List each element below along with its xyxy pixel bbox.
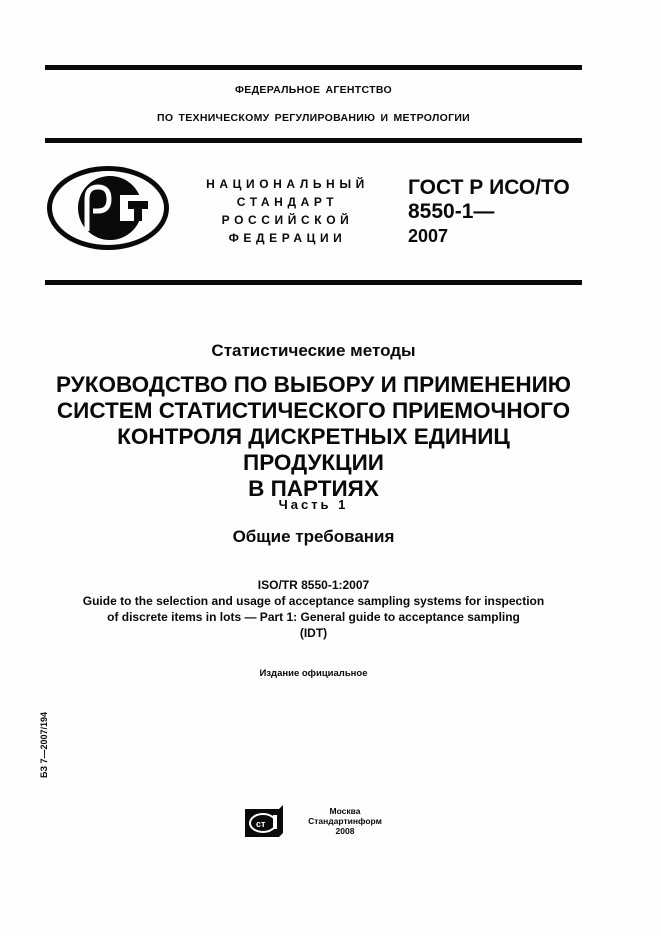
document-subtitle: Статистические методы	[211, 341, 416, 360]
national-standard-line: НАЦИОНАЛЬНЫЙ	[206, 177, 369, 191]
iso-title-line: Guide to the selection and usage of acceptance sampling systems for inspection	[82, 594, 545, 608]
national-standard-line: СТАНДАРТ	[236, 195, 339, 209]
iso-reference	[45, 577, 582, 641]
designation-year: 2007	[408, 226, 449, 246]
document-title	[45, 372, 582, 502]
title-line: КОНТРОЛЯ ДИСКРЕТНЫХ ЕДИНИЦ ПРОДУКЦИИ	[117, 424, 510, 475]
iso-code: ISO/TR 8550-1:2007	[257, 578, 370, 592]
section-title: Общие требования	[232, 527, 395, 546]
rst-logo-icon	[44, 163, 172, 253]
national-standard-label	[190, 175, 385, 247]
designation-line: ГОСТ Р ИСО/ТО	[408, 176, 570, 199]
header-rule	[45, 138, 582, 143]
publisher-info	[295, 806, 395, 836]
iso-title-line: (IDT)	[299, 626, 328, 640]
national-standard-line: ФЕДЕРАЦИИ	[228, 231, 347, 245]
iso-title-line: of discrete items in lots — Part 1: General guide to acceptance sampling	[107, 610, 520, 624]
agency-line-1: ФЕДЕРАЛЬНОЕ АГЕНТСТВО	[235, 84, 392, 96]
title-line: РУКОВОДСТВО ПО ВЫБОРУ И ПРИМЕНЕНИЮ	[56, 372, 571, 397]
edition-label: Издание официальное	[259, 668, 368, 679]
side-code: БЗ 7—2007/194	[39, 711, 49, 779]
standard-designation	[408, 176, 570, 248]
publisher-year: 2008	[335, 826, 355, 836]
agency-line-2: ПО ТЕХНИЧЕСКОМУ РЕГУЛИРОВАНИЮ И МЕТРОЛОГИИ	[156, 112, 471, 124]
title-line: В ПАРТИЯХ	[248, 476, 379, 501]
part-label: Часть 1	[278, 497, 349, 512]
top-rule	[45, 65, 582, 70]
standartinform-logo-icon	[245, 805, 285, 837]
national-standard-line: РОССИЙСКОЙ	[221, 213, 354, 227]
standard-rule	[45, 280, 582, 285]
publisher-name: Стандартинформ	[308, 816, 382, 826]
svg-text:ст: ст	[256, 819, 266, 829]
title-line: СИСТЕМ СТАТИСТИЧЕСКОГО ПРИЕМОЧНОГО	[56, 398, 571, 423]
designation-line: 8550-1—	[408, 200, 495, 223]
publisher-city: Москва	[329, 806, 361, 816]
